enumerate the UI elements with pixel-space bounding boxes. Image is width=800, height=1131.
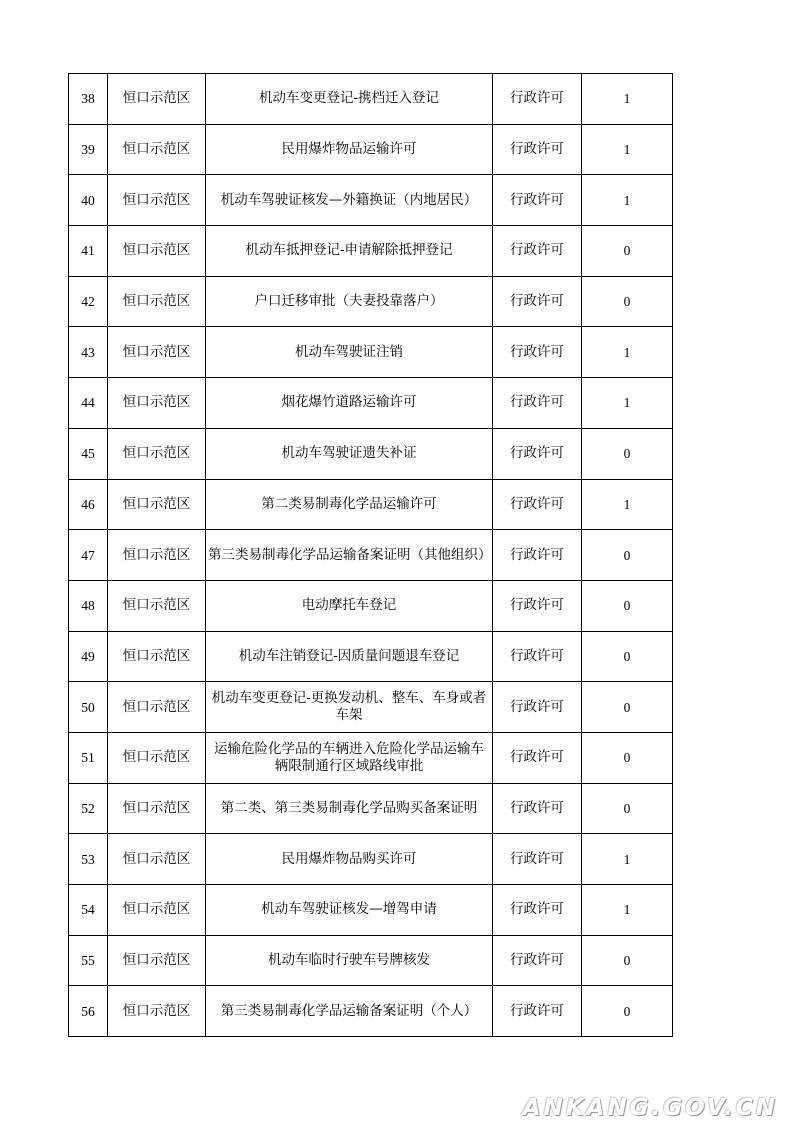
row-number-cell: 45 [69, 428, 108, 479]
service-item-cell: 机动车驾驶证核发—增驾申请 [206, 885, 493, 936]
table-row [69, 479, 673, 530]
service-type-cell: 行政许可 [493, 834, 582, 885]
area-cell: 恒口示范区 [108, 327, 206, 378]
area-cell: 恒口示范区 [108, 226, 206, 277]
table-row [69, 885, 673, 936]
count-cell: 0 [582, 682, 673, 733]
row-number-cell: 38 [69, 74, 108, 125]
service-type-cell: 行政许可 [493, 74, 582, 125]
table-row [69, 327, 673, 378]
service-item-cell: 第三类易制毒化学品运输备案证明（其他组织） [206, 530, 493, 581]
count-cell: 0 [582, 428, 673, 479]
service-type-cell: 行政许可 [493, 732, 582, 783]
table-row [69, 682, 673, 733]
area-cell: 恒口示范区 [108, 986, 206, 1037]
table-body [69, 74, 673, 1037]
service-type-cell: 行政许可 [493, 124, 582, 175]
row-number-cell: 49 [69, 631, 108, 682]
count-cell: 0 [582, 986, 673, 1037]
site-watermark: ANKANG.GOV.CN [522, 1095, 778, 1121]
service-type-cell: 行政许可 [493, 631, 582, 682]
area-cell: 恒口示范区 [108, 428, 206, 479]
service-type-cell: 行政许可 [493, 428, 582, 479]
row-number-cell: 56 [69, 986, 108, 1037]
table-row [69, 783, 673, 834]
service-item-cell: 民用爆炸物品购买许可 [206, 834, 493, 885]
service-type-cell: 行政许可 [493, 530, 582, 581]
service-type-cell: 行政许可 [493, 935, 582, 986]
count-cell: 0 [582, 226, 673, 277]
service-item-cell: 机动车驾驶证注销 [206, 327, 493, 378]
row-number-cell: 51 [69, 732, 108, 783]
area-cell: 恒口示范区 [108, 834, 206, 885]
service-item-cell: 户口迁移审批（夫妻投靠落户） [206, 276, 493, 327]
area-cell: 恒口示范区 [108, 530, 206, 581]
table-row [69, 74, 673, 125]
count-cell: 0 [582, 732, 673, 783]
service-item-cell: 机动车抵押登记-申请解除抵押登记 [206, 226, 493, 277]
table-row [69, 580, 673, 631]
count-cell: 0 [582, 783, 673, 834]
count-cell: 0 [582, 631, 673, 682]
service-type-cell: 行政许可 [493, 682, 582, 733]
service-type-cell: 行政许可 [493, 783, 582, 834]
service-item-cell: 机动车变更登记-更换发动机、整车、车身或者车架 [206, 682, 493, 733]
service-item-cell: 机动车变更登记-携档迁入登记 [206, 74, 493, 125]
table-row [69, 986, 673, 1037]
row-number-cell: 50 [69, 682, 108, 733]
service-type-cell: 行政许可 [493, 986, 582, 1037]
count-cell: 1 [582, 834, 673, 885]
count-cell: 0 [582, 935, 673, 986]
row-number-cell: 48 [69, 580, 108, 631]
row-number-cell: 41 [69, 226, 108, 277]
row-number-cell: 53 [69, 834, 108, 885]
table-row [69, 378, 673, 429]
service-type-cell: 行政许可 [493, 885, 582, 936]
row-number-cell: 40 [69, 175, 108, 226]
count-cell: 1 [582, 479, 673, 530]
area-cell: 恒口示范区 [108, 580, 206, 631]
service-item-cell: 运输危险化学品的车辆进入危险化学品运输车辆限制通行区域路线审批 [206, 732, 493, 783]
area-cell: 恒口示范区 [108, 378, 206, 429]
count-cell: 1 [582, 124, 673, 175]
area-cell: 恒口示范区 [108, 783, 206, 834]
count-cell: 1 [582, 74, 673, 125]
service-type-cell: 行政许可 [493, 276, 582, 327]
area-cell: 恒口示范区 [108, 175, 206, 226]
service-type-cell: 行政许可 [493, 327, 582, 378]
service-type-cell: 行政许可 [493, 378, 582, 429]
count-cell: 1 [582, 885, 673, 936]
row-number-cell: 39 [69, 124, 108, 175]
table-row [69, 530, 673, 581]
service-item-cell: 第三类易制毒化学品运输备案证明（个人） [206, 986, 493, 1037]
count-cell: 0 [582, 530, 673, 581]
service-item-cell: 第二类、第三类易制毒化学品购买备案证明 [206, 783, 493, 834]
row-number-cell: 46 [69, 479, 108, 530]
service-item-cell: 民用爆炸物品运输许可 [206, 124, 493, 175]
service-type-cell: 行政许可 [493, 479, 582, 530]
area-cell: 恒口示范区 [108, 682, 206, 733]
row-number-cell: 47 [69, 530, 108, 581]
row-number-cell: 54 [69, 885, 108, 936]
service-item-cell: 机动车临时行驶车号牌核发 [206, 935, 493, 986]
area-cell: 恒口示范区 [108, 479, 206, 530]
count-cell: 0 [582, 580, 673, 631]
table-row [69, 226, 673, 277]
table-row [69, 834, 673, 885]
count-cell: 1 [582, 327, 673, 378]
row-number-cell: 44 [69, 378, 108, 429]
table-row [69, 124, 673, 175]
services-table [68, 73, 673, 1037]
row-number-cell: 43 [69, 327, 108, 378]
area-cell: 恒口示范区 [108, 631, 206, 682]
count-cell: 1 [582, 175, 673, 226]
table-row [69, 631, 673, 682]
service-item-cell: 电动摩托车登记 [206, 580, 493, 631]
area-cell: 恒口示范区 [108, 885, 206, 936]
area-cell: 恒口示范区 [108, 124, 206, 175]
table-row [69, 175, 673, 226]
row-number-cell: 52 [69, 783, 108, 834]
count-cell: 0 [582, 276, 673, 327]
table-row [69, 428, 673, 479]
table-row [69, 935, 673, 986]
service-item-cell: 第二类易制毒化学品运输许可 [206, 479, 493, 530]
table-row [69, 276, 673, 327]
area-cell: 恒口示范区 [108, 732, 206, 783]
table-row [69, 732, 673, 783]
service-type-cell: 行政许可 [493, 175, 582, 226]
area-cell: 恒口示范区 [108, 74, 206, 125]
row-number-cell: 55 [69, 935, 108, 986]
row-number-cell: 42 [69, 276, 108, 327]
service-item-cell: 机动车驾驶证遗失补证 [206, 428, 493, 479]
area-cell: 恒口示范区 [108, 935, 206, 986]
service-item-cell: 机动车驾驶证核发—外籍换证（内地居民） [206, 175, 493, 226]
service-item-cell: 烟花爆竹道路运输许可 [206, 378, 493, 429]
service-type-cell: 行政许可 [493, 580, 582, 631]
area-cell: 恒口示范区 [108, 276, 206, 327]
service-item-cell: 机动车注销登记-因质量问题退车登记 [206, 631, 493, 682]
count-cell: 1 [582, 378, 673, 429]
service-type-cell: 行政许可 [493, 226, 582, 277]
